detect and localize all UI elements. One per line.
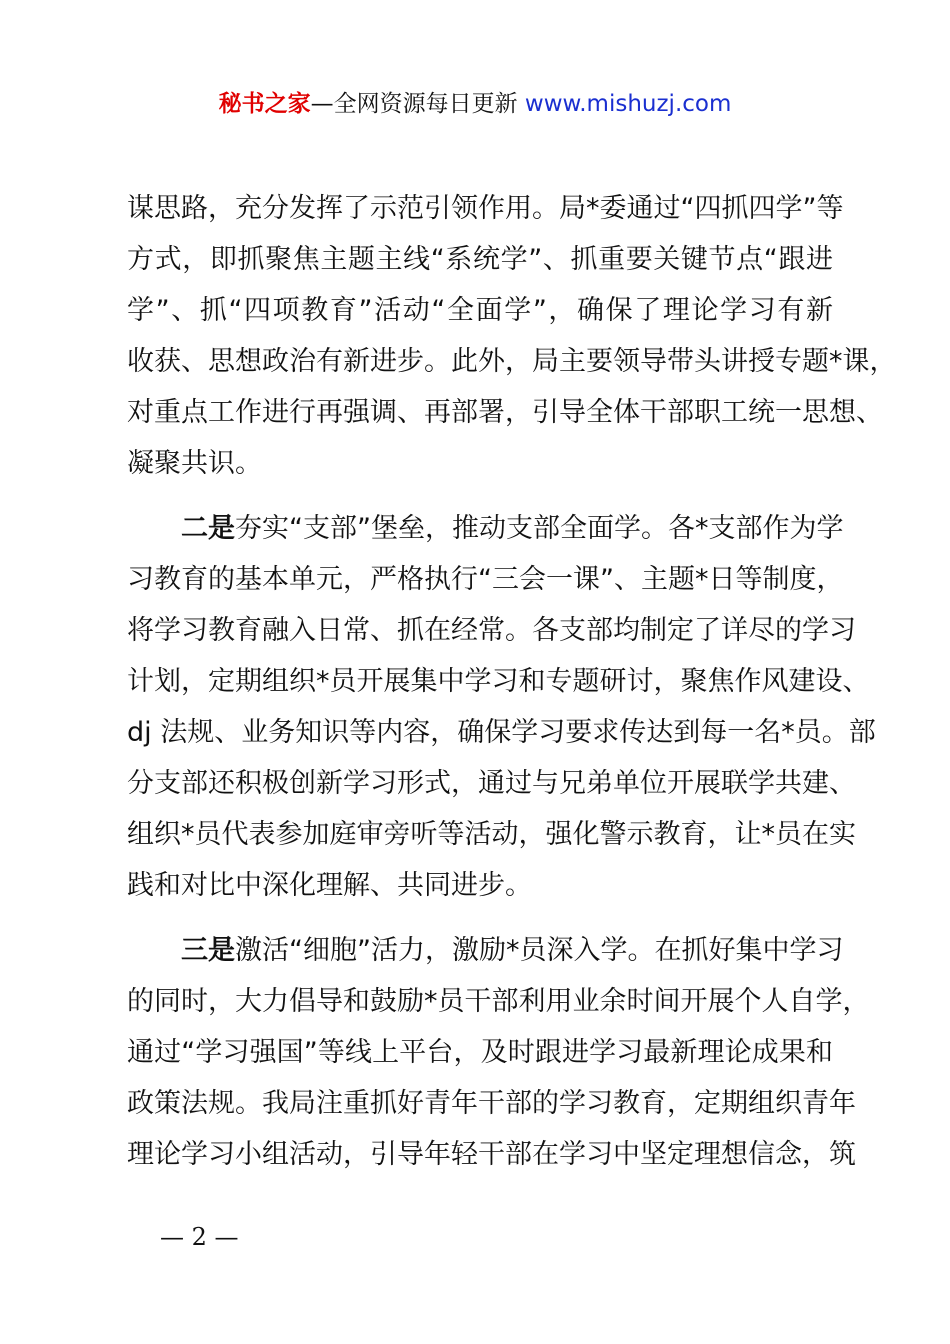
paragraph-line-text: 激活“细胞”活力，激励*员深入学。在抓好集中学习 (235, 935, 844, 966)
paragraph-line: 学”、抓“四项教育”活动“全面学”，确保了理论学习有新 (127, 295, 833, 326)
paragraph-first-line (127, 925, 844, 976)
paragraph-line: 理论学习小组活动，引导年轻干部在学习中坚定理想信念，筑 (127, 1139, 856, 1170)
paragraph-lead: 三是 (181, 935, 235, 966)
site-header (0, 86, 950, 122)
paragraph-line: 凝聚共识。 (127, 448, 262, 479)
paragraph-first-line (127, 503, 844, 554)
paragraph-line: 谋思路，充分发挥了示范引领作用。局*委通过“四抓四学”等 (127, 193, 844, 224)
paragraph-3 (127, 925, 870, 1180)
page-number: — 2 — (160, 1223, 239, 1251)
paragraph-line: 对重点工作进行再强调、再部署，引导全体干部职工统一思想、 (127, 397, 883, 428)
brand-name: 秘书之家 (218, 91, 311, 117)
paragraph-line: 收获、思想政治有新进步。此外，局主要领导带头讲授专题*课， (127, 346, 897, 377)
paragraph-line: 组织*员代表参加庭审旁听等活动，强化警示教育，让*员在实 (127, 819, 856, 850)
paragraph-1 (127, 183, 897, 489)
paragraph-line: 的同时，大力倡导和鼓励*员干部利用业余时间开展个人自学， (127, 986, 870, 1017)
header-tagline: —全网资源每日更新 (310, 91, 518, 117)
paragraph-line: 计划，定期组织*员开展集中学习和专题研讨，聚焦作风建设、 (127, 666, 870, 697)
document-body (127, 183, 897, 1180)
paragraph-line: 习教育的基本单元，严格执行“三会一课”、主题*日等制度， (127, 564, 844, 595)
paragraph-line-text: 夯实“支部”堡垒，推动支部全面学。各*支部作为学 (235, 513, 844, 544)
paragraph-line: 政策法规。我局注重抓好青年干部的学习教育，定期组织青年 (127, 1088, 856, 1119)
paragraph-2 (127, 503, 876, 911)
paragraph-line: dj 法规、业务知识等内容，确保学习要求传达到每一名*员。部 (127, 717, 876, 748)
paragraph-line: 通过“学习强国”等线上平台，及时跟进学习最新理论成果和 (127, 1037, 833, 1068)
paragraph-line: 践和对比中深化理解、共同进步。 (127, 870, 532, 901)
paragraph-line: 分支部还积极创新学习形式，通过与兄弟单位开展联学共建、 (127, 768, 856, 799)
paragraph-line: 将学习教育融入日常、抓在经常。各支部均制定了详尽的学习 (127, 615, 856, 646)
paragraph-lead: 二是 (181, 513, 235, 544)
paragraph-line: 方式，即抓聚焦主题主线“系统学”、抓重要关键节点“跟进 (127, 244, 833, 275)
site-url-link[interactable]: www.mishuzj.com (524, 91, 732, 117)
